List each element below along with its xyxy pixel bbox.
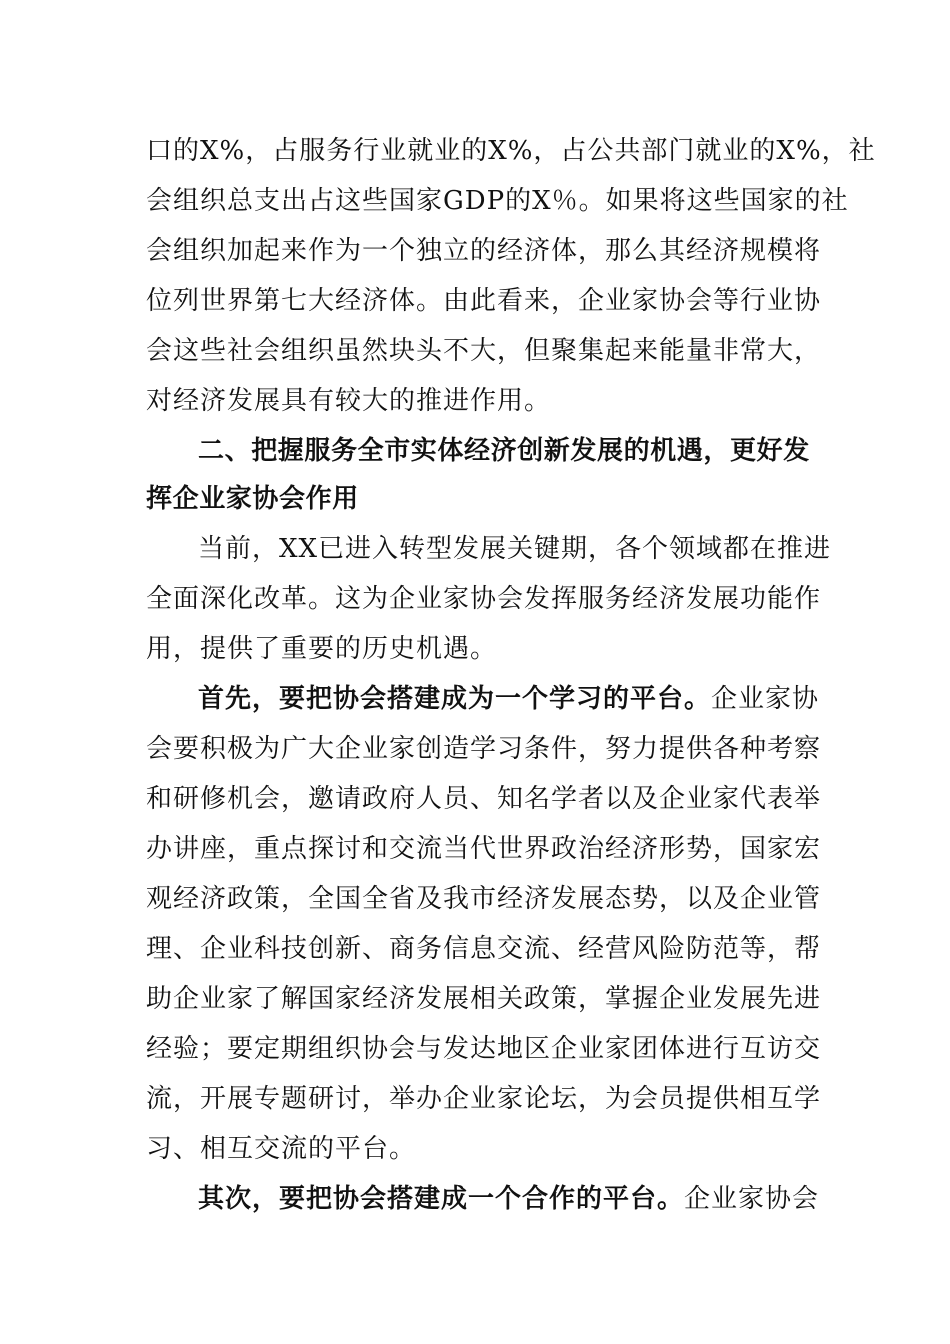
paragraph-4-line-1-rest: 企业家协会 (684, 1184, 820, 1214)
paragraph-1-line-1: 口的X%，占服务行业就业的X%，占公共部门就业的X%，社 (146, 136, 876, 166)
paragraph-1-line-4: 位列世界第七大经济体。由此看来，企业家协会等行业协 (146, 286, 822, 316)
paragraph-3-line-3: 和研修机会，邀请政府人员、知名学者以及企业家代表举 (146, 784, 822, 814)
paragraph-3-lead: 首先，要把协会搭建成为一个学习的平台。 (198, 684, 712, 714)
paragraph-3-line-4: 办讲座，重点探讨和交流当代世界政治经济形势，国家宏 (146, 834, 822, 864)
paragraph-2-line-3: 用，提供了重要的历史机遇。 (146, 634, 498, 664)
paragraph-1-line-5: 会这些社会组织虽然块头不大，但聚集起来能量非常大， (146, 336, 822, 366)
paragraph-3-line-9: 流，开展专题研讨，举办企业家论坛，为会员提供相互学 (146, 1084, 822, 1114)
paragraph-3-line-10: 习、相互交流的平台。 (146, 1134, 417, 1164)
paragraph-2-line-1: 当前，XX已进入转型发展关键期，各个领域都在推进 (198, 534, 832, 564)
paragraph-1-line-2: 会组织总支出占这些国家GDP的X％。如果将这些国家的社 (146, 186, 849, 216)
paragraph-3-line-1-rest: 企业家协 (711, 684, 820, 714)
paragraph-3-line-5: 观经济政策，全国全省及我市经济发展态势，以及企业管 (146, 884, 822, 914)
paragraph-3-line-1 (198, 674, 820, 724)
paragraph-2-line-2: 全面深化改革。这为企业家协会发挥服务经济发展功能作 (146, 584, 822, 614)
paragraph-3-line-7: 助企业家了解国家经济发展相关政策，掌握企业发展先进 (146, 984, 822, 1014)
paragraph-1-line-6: 对经济发展具有较大的推进作用。 (146, 386, 552, 416)
paragraph-3-line-2: 会要积极为广大企业家创造学习条件，努力提供各种考察 (146, 734, 822, 764)
paragraph-4-lead: 其次，要把协会搭建成一个合作的平台。 (198, 1184, 685, 1214)
section-heading-line-1: 二、把握服务全市实体经济创新发展的机遇，更好发 (198, 436, 810, 466)
paragraph-3-line-6: 理、企业科技创新、商务信息交流、经营风险防范等，帮 (146, 934, 822, 964)
paragraph-4-line-1 (198, 1174, 820, 1224)
paragraph-1-line-3: 会组织加起来作为一个独立的经济体，那么其经济规模将 (146, 236, 822, 266)
section-heading-line-2: 挥企业家协会作用 (146, 484, 359, 514)
paragraph-3-line-8: 经验；要定期组织协会与发达地区企业家团体进行互访交 (146, 1034, 822, 1064)
